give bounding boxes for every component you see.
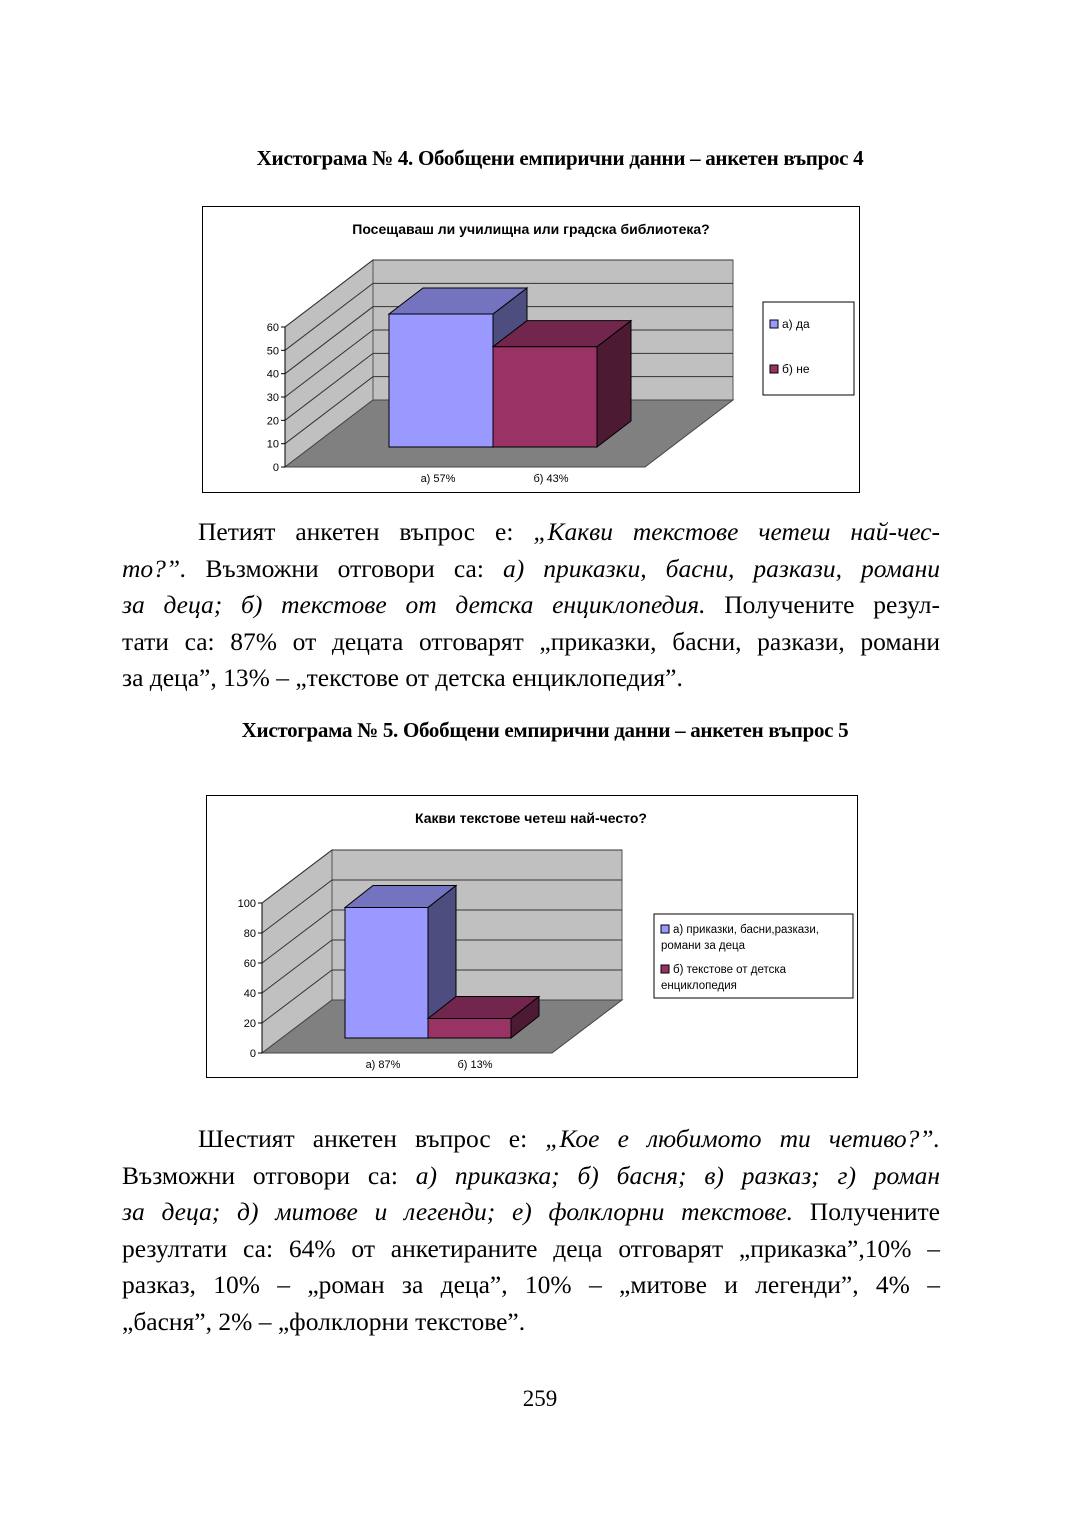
y-tick-label: 0 <box>249 1048 256 1060</box>
chart-5-svg <box>207 796 857 1077</box>
text-line <box>122 1231 940 1268</box>
y-tick-label: 40 <box>243 988 256 1000</box>
legend-swatch <box>770 365 778 373</box>
legend-label: б) не <box>782 362 810 376</box>
x-category-label: а) 57% <box>420 473 456 485</box>
text-run: разказ, 10% – „роман за деца”, 10% – „митове и легенди”, 4% – <box>122 1270 940 1299</box>
text-line <box>122 1194 940 1231</box>
text-line <box>122 514 940 551</box>
italic-text: за деца; б) текстове от детска енциклопедия. <box>122 590 706 619</box>
text-run: Възможни отговори са: <box>186 553 503 583</box>
italic-text: „Кое е любимото ти четиво?”. <box>545 1124 940 1153</box>
paragraph-question-5 <box>122 514 940 697</box>
y-tick-label: 20 <box>243 1018 256 1030</box>
legend-label: б) текстове от детска <box>673 964 787 976</box>
text-run: „басня”, 2% – „фолклорни текстове”. <box>122 1306 526 1336</box>
text-run: Получените резул- <box>705 590 940 619</box>
legend-swatch <box>770 320 778 328</box>
x-category-label: б) 13% <box>457 1059 493 1071</box>
x-category-label: б) 43% <box>533 473 569 485</box>
text-line <box>122 1158 940 1195</box>
legend-label: енциклопедия <box>661 980 737 992</box>
y-tick-label: 10 <box>266 438 279 451</box>
chart-title: Какви текстове четеш най-често? <box>415 810 647 826</box>
italic-text: а) приказки, басни, разкази, романи <box>503 553 940 583</box>
y-tick-label: 20 <box>266 415 279 428</box>
italic-text: за деца; д) митове и легенди; е) фолклорни текстове. <box>122 1197 794 1226</box>
legend-label: а) приказки, басни,разкази, <box>673 924 819 936</box>
text-run: Петият анкетен въпрос е: <box>198 517 534 546</box>
text-run: Шестият анкетен въпрос е: <box>198 1124 546 1153</box>
legend-swatch <box>661 965 669 973</box>
y-tick-label: 40 <box>266 368 279 381</box>
bar-front <box>389 314 493 447</box>
bar-front <box>345 908 428 1039</box>
legend-box <box>763 302 854 395</box>
y-tick-label: 30 <box>266 392 279 404</box>
text-run: Получените <box>793 1197 940 1226</box>
chart-4-svg <box>203 207 859 492</box>
text-line <box>122 1121 940 1158</box>
text-line <box>122 660 940 697</box>
legend-swatch <box>661 925 669 933</box>
chart-library-visits <box>202 206 860 493</box>
legend-label: романи за деца <box>661 940 746 952</box>
y-tick-label: 60 <box>266 322 279 334</box>
y-tick-label: 80 <box>243 928 256 940</box>
italic-text: „Какви текстове четеш най-чес- <box>533 517 940 546</box>
histogram-5-caption: Хистограма № 5. Обобщени емпирични данни – анкетен въпрос 5 <box>241 718 849 742</box>
text-line <box>122 587 940 624</box>
bar-front <box>493 347 597 447</box>
y-tick-label: 60 <box>243 958 256 970</box>
y-tick-label: 100 <box>237 898 256 910</box>
text-run: Възможни отговори са: <box>122 1160 416 1190</box>
legend-label: а) да <box>782 317 810 331</box>
histogram-4-caption: Хистограма № 4. Обобщени емпирични данни – анкетен въпрос 4 <box>256 146 864 170</box>
text-run: за деца”, 13% – „текстове от детска енциклопедия”. <box>122 663 683 692</box>
text-run: резултати са: 64% от анкетираните деца отговарят „приказка”,10% – <box>122 1233 940 1263</box>
paragraph-question-6 <box>122 1121 940 1340</box>
x-category-label: а) 87% <box>365 1059 401 1071</box>
bar-front <box>428 1019 511 1039</box>
page-number: 259 <box>522 1386 558 1411</box>
text-line <box>122 551 940 588</box>
text-run: тати са: 87% от децата отговарят „приказки, басни, разкази, романи <box>122 626 940 656</box>
y-tick-label: 50 <box>266 345 279 358</box>
y-tick-label: 0 <box>272 462 279 474</box>
chart-reading-texts <box>206 795 858 1078</box>
chart-title: Посещаваш ли училищна или градска библиотека? <box>352 221 710 237</box>
text-line <box>122 624 940 661</box>
text-line <box>122 1304 940 1341</box>
italic-text: а) приказка; б) басня; в) разказ; г) роман <box>415 1160 940 1190</box>
text-line <box>122 1267 940 1304</box>
italic-text: то?”. <box>122 553 187 583</box>
